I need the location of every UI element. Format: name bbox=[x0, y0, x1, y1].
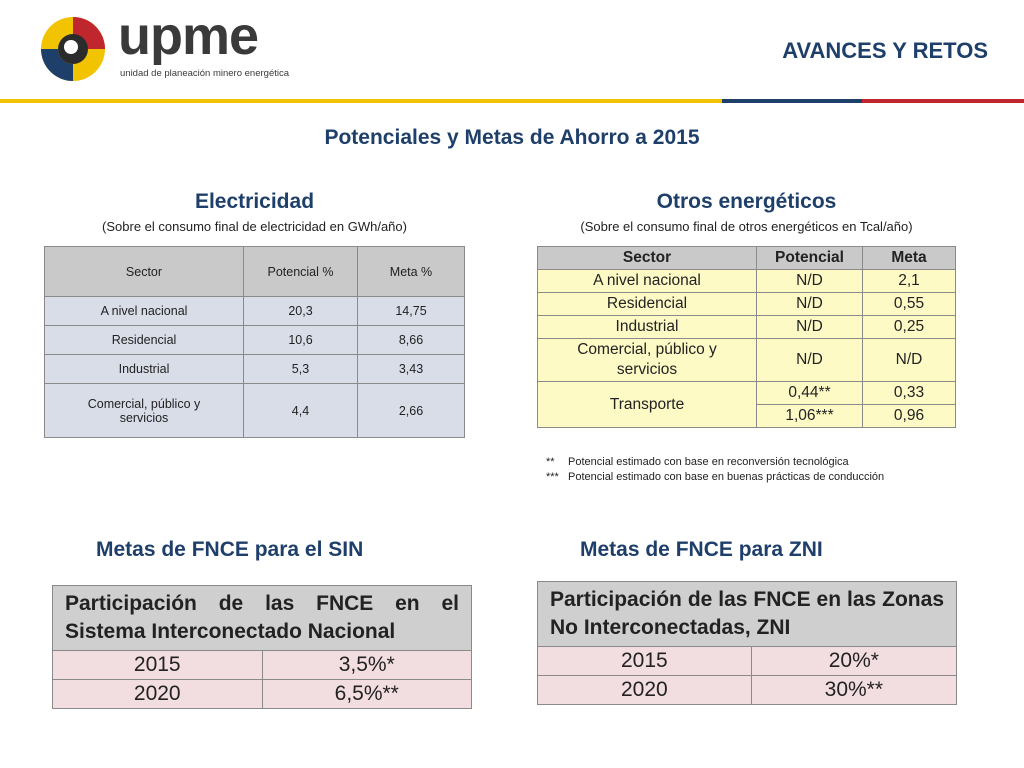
header-stripe-yellow bbox=[0, 99, 722, 103]
table-cell: 2,66 bbox=[358, 384, 465, 438]
table-cell: 2,1 bbox=[863, 270, 956, 293]
table-row bbox=[45, 326, 465, 355]
table-header-row bbox=[538, 247, 956, 270]
table-row bbox=[538, 293, 956, 316]
otros-subtitle: (Sobre el consumo final de otros energéticos en Tcal/año) bbox=[580, 219, 913, 234]
footnote bbox=[546, 455, 884, 470]
fnce-zni-title: Metas de FNCE para ZNI bbox=[580, 538, 823, 561]
otros-table bbox=[537, 246, 956, 428]
column-header: Potencial bbox=[757, 247, 863, 270]
table-cell: 1,06*** bbox=[757, 405, 863, 428]
table-cell: 20%* bbox=[751, 647, 956, 676]
table-cell: A nivel nacional bbox=[45, 297, 244, 326]
header-stripe-blue bbox=[722, 99, 862, 103]
logo-subtitle: unidad de planeación minero energética bbox=[120, 68, 290, 79]
column-header: Meta % bbox=[358, 247, 465, 297]
table-row bbox=[53, 651, 472, 680]
table-row bbox=[538, 270, 956, 293]
otros-title: Otros energéticos bbox=[656, 190, 837, 213]
electricidad-title: Electricidad bbox=[194, 190, 315, 213]
table-row bbox=[45, 355, 465, 384]
table-row bbox=[538, 676, 957, 705]
table-cell: 2015 bbox=[53, 651, 263, 680]
table-row bbox=[538, 647, 957, 676]
footnote-text: Potencial estimado con base en reconversión tecnológica bbox=[568, 456, 849, 468]
footnote-key: *** bbox=[546, 471, 559, 483]
table-cell: 30%** bbox=[751, 676, 956, 705]
fnce-zni-table bbox=[537, 581, 957, 705]
table-row bbox=[538, 316, 956, 339]
page-title: Potenciales y Metas de Ahorro a 2015 bbox=[324, 126, 700, 149]
header-title: AVANCES Y RETOS bbox=[782, 38, 988, 63]
electricidad-table bbox=[44, 246, 465, 438]
logo-wordmark: upme bbox=[118, 6, 259, 66]
footnote-text: Potencial estimado con base en buenas prácticas de conducción bbox=[568, 471, 885, 483]
table-cell: 3,5%* bbox=[262, 651, 472, 680]
table-header-cell: Participación de las FNCE en el Sistema Interconectado Nacional bbox=[53, 586, 472, 651]
table-cell: 14,75 bbox=[358, 297, 465, 326]
table-cell: 4,4 bbox=[244, 384, 358, 438]
table-row bbox=[45, 384, 465, 438]
electricidad-subtitle: (Sobre el consumo final de electricidad en GWh/año) bbox=[102, 219, 407, 234]
table-cell: 5,3 bbox=[244, 355, 358, 384]
table-cell: 6,5%** bbox=[262, 680, 472, 709]
table-cell: Comercial, público y servicios bbox=[538, 339, 757, 382]
table-cell: 10,6 bbox=[244, 326, 358, 355]
table-cell: Residencial bbox=[45, 326, 244, 355]
table-cell: 0,55 bbox=[863, 293, 956, 316]
table-row bbox=[538, 339, 956, 382]
table-cell: 0,33 bbox=[863, 382, 956, 405]
table-cell: Residencial bbox=[538, 293, 757, 316]
fnce-sin-table bbox=[52, 585, 472, 709]
table-row bbox=[538, 382, 956, 405]
table-cell: A nivel nacional bbox=[538, 270, 757, 293]
table-cell: 3,43 bbox=[358, 355, 465, 384]
table-cell: 2020 bbox=[53, 680, 263, 709]
table-cell: N/D bbox=[863, 339, 956, 382]
footnotes bbox=[546, 455, 884, 485]
table-cell: N/D bbox=[757, 270, 863, 293]
table-cell: Industrial bbox=[538, 316, 757, 339]
table-header-row bbox=[45, 247, 465, 297]
table-cell: Industrial bbox=[45, 355, 244, 384]
column-header: Meta bbox=[863, 247, 956, 270]
fnce-sin-title: Metas de FNCE para el SIN bbox=[96, 538, 364, 561]
footnote bbox=[546, 470, 884, 485]
column-header: Sector bbox=[538, 247, 757, 270]
table-header-cell: Participación de las FNCE en las Zonas No Interconectadas, ZNI bbox=[538, 582, 957, 647]
table-row bbox=[45, 297, 465, 326]
upme-logo-icon bbox=[38, 14, 108, 84]
table-cell: N/D bbox=[757, 316, 863, 339]
table-cell: 2015 bbox=[538, 647, 752, 676]
table-cell: 0,96 bbox=[863, 405, 956, 428]
table-cell: 0,25 bbox=[863, 316, 956, 339]
column-header: Potencial % bbox=[244, 247, 358, 297]
table-cell: 2020 bbox=[538, 676, 752, 705]
table-cell: N/D bbox=[757, 293, 863, 316]
table-cell: Transporte bbox=[538, 382, 757, 428]
table-cell: 0,44** bbox=[757, 382, 863, 405]
table-header-row bbox=[53, 586, 472, 651]
table-cell: 20,3 bbox=[244, 297, 358, 326]
table-cell: Comercial, público y servicios bbox=[45, 384, 244, 438]
footnote-key: ** bbox=[546, 456, 555, 468]
column-header: Sector bbox=[45, 247, 244, 297]
table-header-row bbox=[538, 582, 957, 647]
table-row bbox=[53, 680, 472, 709]
table-cell: 8,66 bbox=[358, 326, 465, 355]
table-cell: N/D bbox=[757, 339, 863, 382]
header-stripe-red bbox=[862, 99, 1024, 103]
